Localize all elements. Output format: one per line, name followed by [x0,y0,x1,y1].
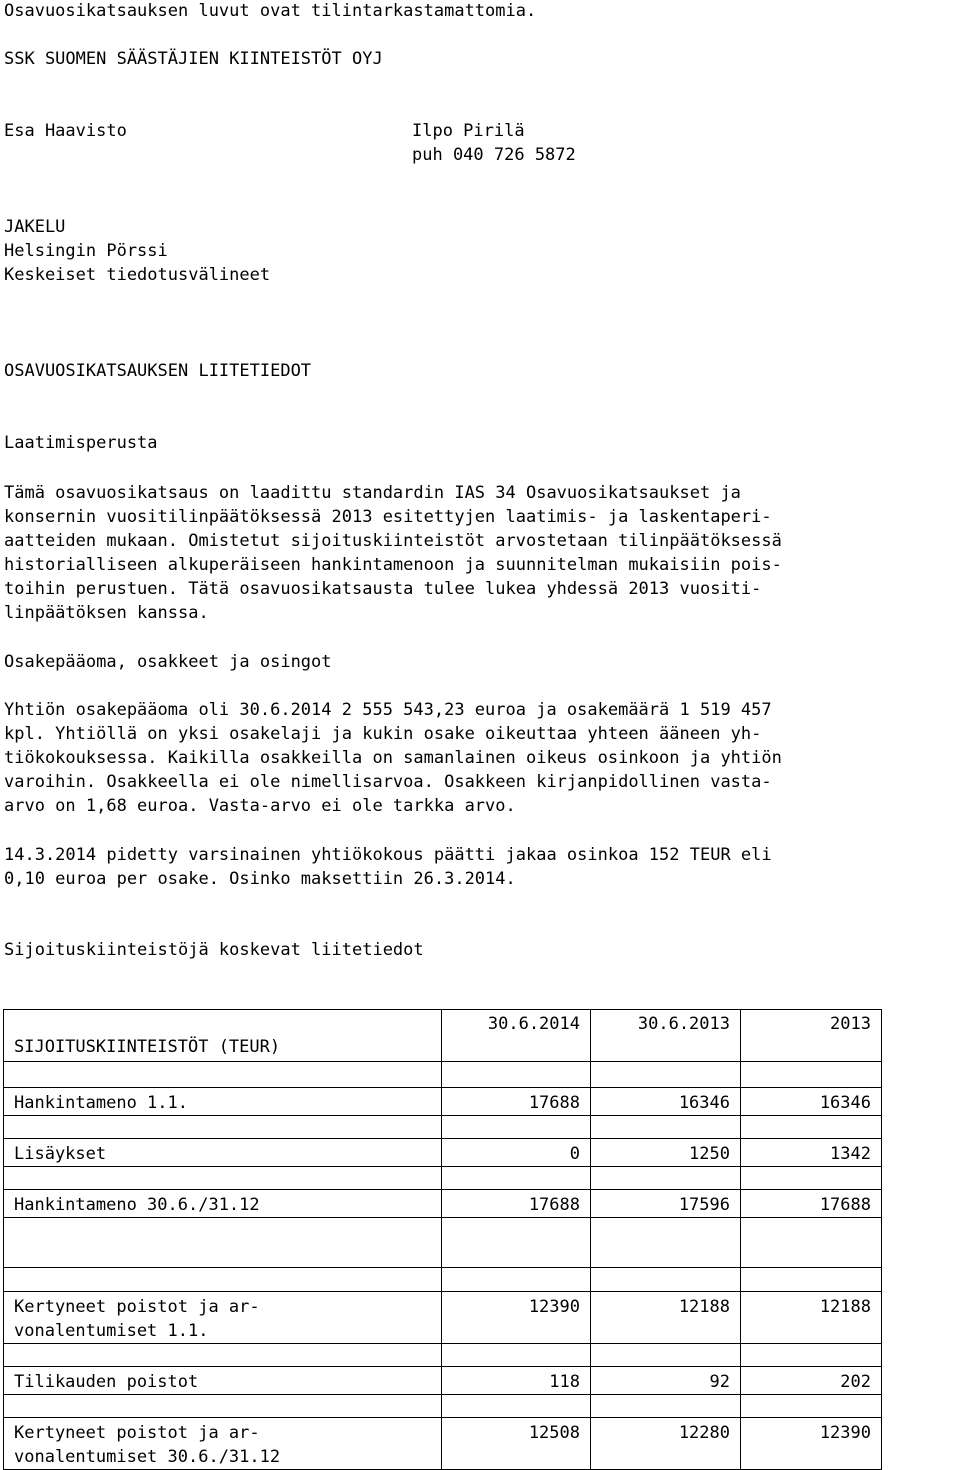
column-header: 30.6.2013 [591,1010,741,1062]
paragraph-line: tiökokouksessa. Kaikilla osakkeilla on samanlainen oikeus osinkoon ja yhtiön [4,748,782,768]
table-spacer-row [4,1116,882,1139]
column-header: 2013 [741,1010,882,1062]
paragraph-line: Yhtiön osakepääoma oli 30.6.2014 2 555 543,23 euroa ja osakemäärä 1 519 457 [4,700,772,720]
table-row [4,1088,882,1116]
table-cell [4,1167,442,1190]
table-cell [741,1344,882,1367]
table-cell: 12508 [442,1418,591,1470]
table-cell [442,1116,591,1139]
table-cell: 1250 [591,1139,741,1167]
table-cell [591,1268,741,1292]
table-row [4,1139,882,1167]
table-header-row [4,1010,882,1062]
basis-heading: Laatimisperusta [4,433,158,453]
table-cell [591,1167,741,1190]
capital-paragraph [4,698,956,818]
table-row [4,1190,882,1218]
table-spacer-row [4,1395,882,1418]
table-cell [442,1167,591,1190]
table-cell: 92 [591,1367,741,1395]
company-name: SSK SUOMEN SÄÄSTÄJIEN KIINTEISTÖT OYJ [4,49,383,69]
table-cell: 16346 [741,1088,882,1116]
table-cell: 17596 [591,1190,741,1218]
table-row [4,1367,882,1395]
table-cell [4,1218,442,1268]
table-cell [591,1395,741,1418]
paragraph-line: konsernin vuositilinpäätöksessä 2013 esitettyjen laatimis- ja laskentaperi- [4,507,772,527]
paragraph-line: historialliseen alkuperäiseen hankintamenoon ja suunnitelman mukaisiin pois- [4,555,782,575]
table-cell [442,1062,591,1088]
distribution-title: JAKELU [4,217,66,237]
table-cell: 0 [442,1139,591,1167]
table-cell: 118 [442,1367,591,1395]
investment-heading: Sijoituskiinteistöjä koskevat liitetiedot [4,940,424,960]
table-cell: 12390 [741,1418,882,1470]
table-spacer-row [4,1167,882,1190]
dividend-paragraph [4,843,956,891]
signer-phone: puh 040 726 5872 [412,145,576,165]
row-label [4,1418,442,1470]
table-header-label: SIJOITUSKIINTEISTÖT (TEUR) [4,1010,442,1062]
row-label: Hankintameno 1.1. [4,1088,442,1116]
table-row [4,1292,882,1344]
table-cell [741,1116,882,1139]
unaudited-notice: Osavuosikatsauksen luvut ovat tilintarkastamattomia. [4,1,537,21]
row-label-line: vonalentumiset 1.1. [14,1321,209,1341]
table-spacer-row [4,1218,882,1268]
table-cell [591,1344,741,1367]
table-cell: 12280 [591,1418,741,1470]
signer-right: Ilpo Pirilä [412,121,525,141]
paragraph-line: 0,10 euroa per osake. Osinko maksettiin 26.3.2014. [4,869,516,889]
table-cell [4,1062,442,1088]
table-cell: 16346 [591,1088,741,1116]
column-header: 30.6.2014 [442,1010,591,1062]
investment-property-table [3,1009,882,1470]
paragraph-line: toihin perustuen. Tätä osavuosikatsausta tulee lukea yhdessä 2013 vuositi- [4,579,762,599]
table-cell [4,1344,442,1367]
table-cell [741,1167,882,1190]
table-cell: 17688 [442,1088,591,1116]
paragraph-line: varoihin. Osakkeella ei ole nimellisarvoa. Osakkeen kirjanpidollinen vasta- [4,772,772,792]
row-label-line: Kertyneet poistot ja ar- [14,1297,260,1317]
table-cell [442,1395,591,1418]
paragraph-line: linpäätöksen kanssa. [4,603,209,623]
signer-left: Esa Haavisto [4,121,127,141]
table-cell [741,1062,882,1088]
row-label [4,1292,442,1344]
table-cell [591,1218,741,1268]
table-cell [741,1218,882,1268]
table-cell: 12390 [442,1292,591,1344]
distribution-item: Keskeiset tiedotusvälineet [4,265,271,285]
table-cell: 12188 [741,1292,882,1344]
paragraph-line: 14.3.2014 pidetty varsinainen yhtiökokous päätti jakaa osinkoa 152 TEUR eli [4,845,772,865]
table-cell: 12188 [591,1292,741,1344]
row-label-line: Kertyneet poistot ja ar- [14,1423,260,1443]
table-cell [591,1062,741,1088]
basis-paragraph [4,481,956,625]
table-cell [442,1218,591,1268]
distribution-item: Helsingin Pörssi [4,241,168,261]
row-label: Tilikauden poistot [4,1367,442,1395]
table-cell [442,1344,591,1367]
table-row [4,1418,882,1470]
paragraph-line: aatteiden mukaan. Omistetut sijoituskiinteistöt arvostetaan tilinpäätöksessä [4,531,782,551]
table-cell [4,1395,442,1418]
paragraph-line: kpl. Yhtiöllä on yksi osakelaji ja kukin osake oikeuttaa yhteen ääneen yh- [4,724,762,744]
table-cell [442,1268,591,1292]
notes-title: OSAVUOSIKATSAUKSEN LIITETIEDOT [4,361,312,381]
table-cell: 1342 [741,1139,882,1167]
table-spacer-row [4,1344,882,1367]
table-spacer-row [4,1062,882,1088]
table-cell [591,1116,741,1139]
table-spacer-row [4,1268,882,1292]
paragraph-line: arvo on 1,68 euroa. Vasta-arvo ei ole tarkka arvo. [4,796,516,816]
table-cell: 17688 [741,1190,882,1218]
table-cell: 202 [741,1367,882,1395]
capital-heading: Osakepääoma, osakkeet ja osingot [4,652,332,672]
table-cell: 17688 [442,1190,591,1218]
row-label: Lisäykset [4,1139,442,1167]
table-cell [4,1268,442,1292]
row-label-line: vonalentumiset 30.6./31.12 [14,1447,281,1467]
row-label: Hankintameno 30.6./31.12 [4,1190,442,1218]
paragraph-line: Tämä osavuosikatsaus on laadittu standardin IAS 34 Osavuosikatsaukset ja [4,483,741,503]
table-cell [741,1268,882,1292]
table-cell [741,1395,882,1418]
table-cell [4,1116,442,1139]
